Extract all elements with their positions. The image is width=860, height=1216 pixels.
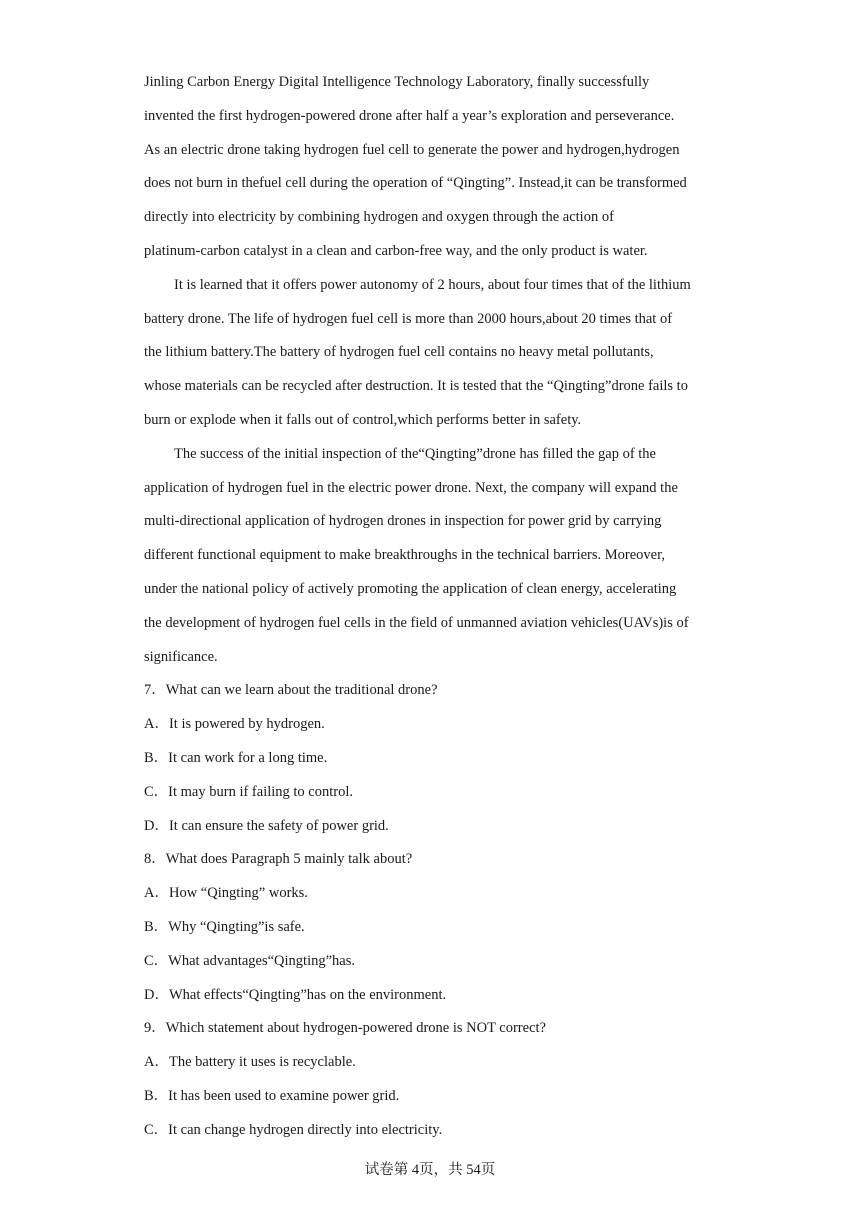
passage-line: battery drone. The life of hydrogen fuel cell is more than 2000 hours,about 20 times that of — [144, 310, 673, 327]
question-stem: 7．What can we learn about the traditional drone? — [144, 682, 438, 699]
question-option: D．What effects“Qingting”has on the environment. — [144, 986, 447, 1003]
question-option: A．The battery it uses is recyclable. — [144, 1054, 356, 1071]
question-option: C．It can change hydrogen directly into electricity. — [144, 1121, 443, 1138]
passage-line: multi-directional application of hydrogen drones in inspection for power grid by carrying — [144, 513, 662, 530]
question-stem: 9．Which statement about hydrogen-powered drone is NOT correct? — [144, 1020, 546, 1037]
page-footer: 试卷第 4页，共 54页 — [364, 1162, 496, 1178]
passage-line: whose materials can be recycled after destruction. It is tested that the “Qingting”drone fails to — [144, 378, 688, 395]
passage-line: directly into electricity by combining hydrogen and oxygen through the action of — [144, 209, 614, 226]
passage-line: It is learned that it offers power autonomy of 2 hours, about four times that of the lithium — [174, 276, 691, 293]
passage-line: different functional equipment to make breakthroughs in the technical barriers. Moreover, — [144, 547, 665, 564]
question-option: A．How “Qingting” works. — [144, 885, 308, 902]
passage-line: significance. — [144, 648, 218, 665]
passage-line: the development of hydrogen fuel cells in the field of unmanned aviation vehicles(UAVs)is of — [144, 614, 689, 631]
question-option: B．Why “Qingting”is safe. — [144, 918, 305, 935]
passage-line: burn or explode when it falls out of control,which performs better in safety. — [144, 411, 582, 428]
passage-line: platinum-carbon catalyst in a clean and carbon-free way, and the only product is water. — [144, 242, 648, 259]
passage-line: As an electric drone taking hydrogen fuel cell to generate the power and hydrogen,hydrogen — [144, 141, 680, 158]
question-stem: 8．What does Paragraph 5 mainly talk about? — [144, 851, 413, 868]
question-option: A．It is powered by hydrogen. — [144, 716, 325, 733]
passage-line: Jinling Carbon Energy Digital Intelligence Technology Laboratory, finally successfully — [144, 74, 650, 90]
question-option: B．It can work for a long time. — [144, 749, 328, 766]
passage-line: application of hydrogen fuel in the electric power drone. Next, the company will expand the — [144, 479, 678, 496]
passage-line: invented the first hydrogen-powered drone after half a year’s exploration and perseverance. — [144, 107, 675, 124]
page-content — [144, 66, 724, 1148]
passage-line: the lithium battery.The battery of hydrogen fuel cell contains no heavy metal pollutants, — [144, 344, 654, 361]
question-option: C．It may burn if failing to control. — [144, 783, 354, 800]
question-option: D．It can ensure the safety of power grid. — [144, 817, 389, 834]
question-option: B．It has been used to examine power grid. — [144, 1087, 400, 1104]
passage-line: does not burn in thefuel cell during the operation of “Qingting”. Instead,it can be transformed — [144, 175, 687, 192]
question-option: C．What advantages“Qingting”has. — [144, 952, 355, 969]
passage-line: The success of the initial inspection of the“Qingting”drone has filled the gap of the — [174, 445, 656, 462]
passage-line: under the national policy of actively promoting the application of clean energy, accelerating — [144, 580, 677, 597]
